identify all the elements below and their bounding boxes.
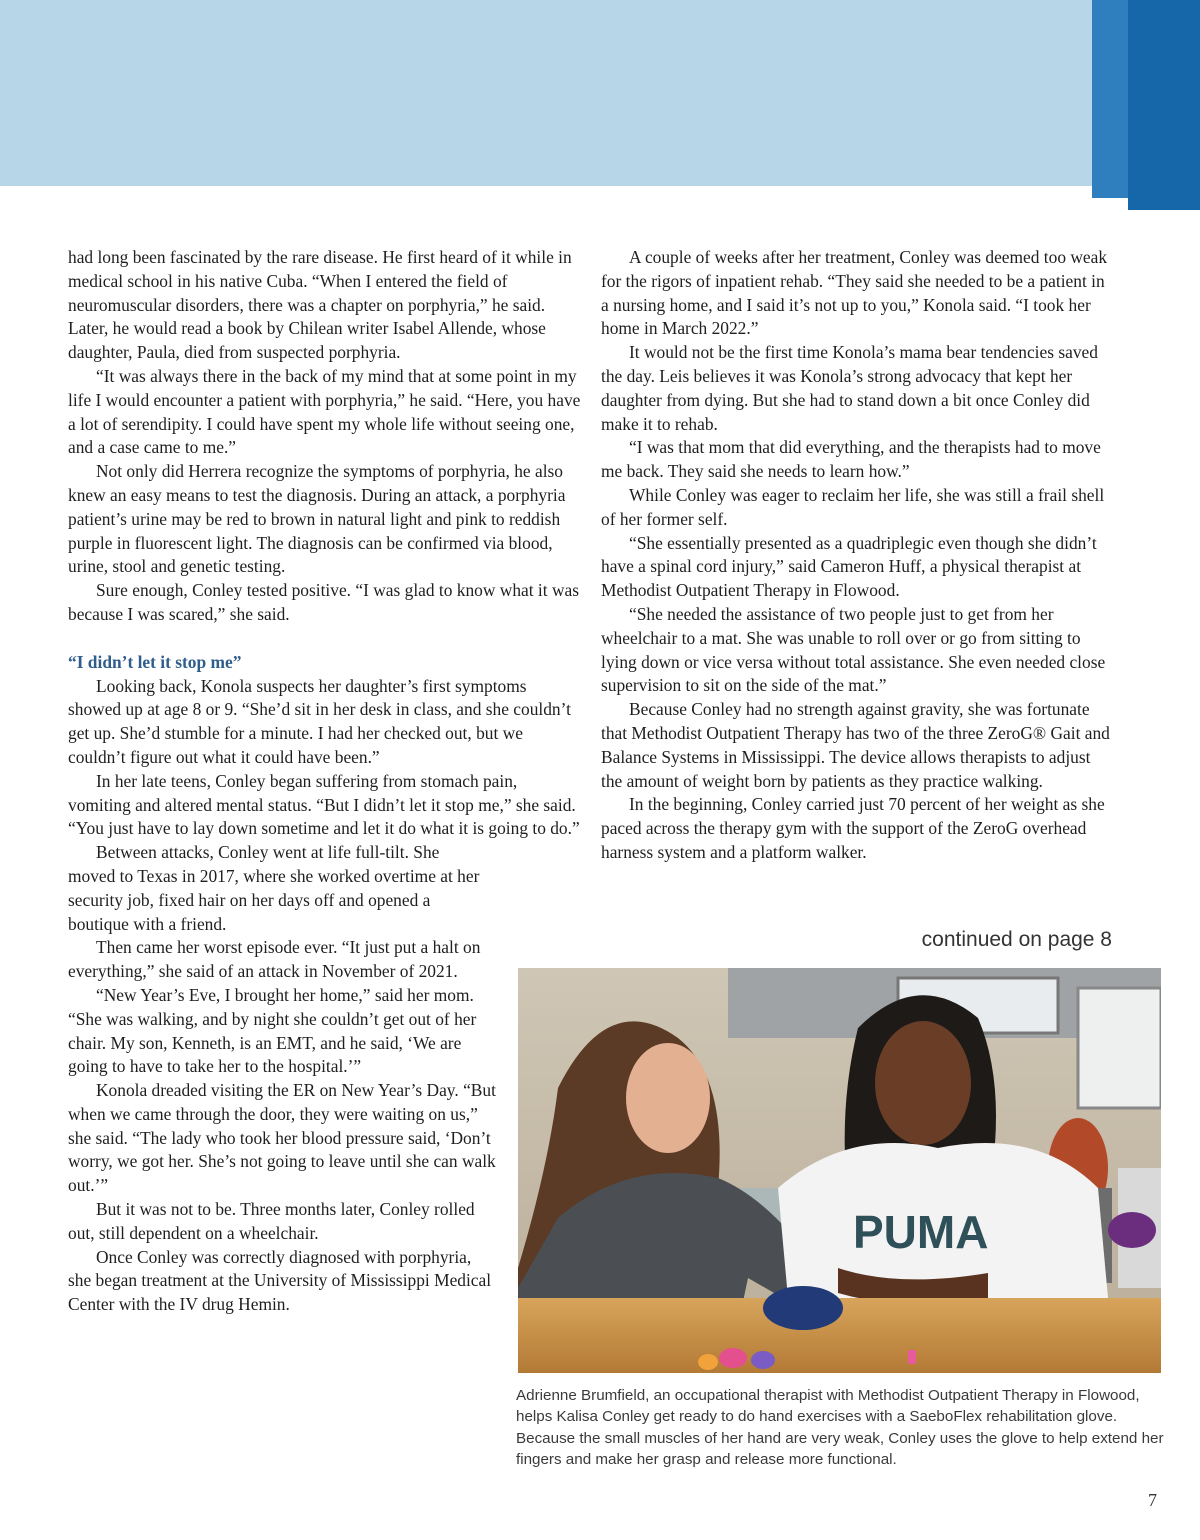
photo-caption: Adrienne Brumfield, an occupational therapist with Methodist Outpatient Therapy in Flowood, helps Kalisa Conley get ready to do hand exercises with a SaeboFlex rehabilitation glove. Because the small muscles of her hand are very weak, Conley uses the glove to help extend her fingers and make her grasp and release more functional. xyxy=(516,1387,1164,1469)
left-column xyxy=(68,246,582,1317)
header-banner xyxy=(0,0,1200,186)
body-paragraph: Once Conley was correctly diagnosed with porphyria, she began treatment at the University of Mississippi Medical Center with the IV drug Hemin. xyxy=(68,1246,492,1315)
shirt-logo-text: PUMA xyxy=(853,1206,989,1258)
body-paragraph: “I was that mom that did everything, and the therapists had to move me back. They said she needs to learn how.” xyxy=(601,437,1101,482)
continued-note: continued on page 8 xyxy=(921,928,1112,951)
body-paragraph: Sure enough, Conley tested positive. “I was glad to know what it was because I was scared,” she said. xyxy=(68,580,579,624)
body-paragraph: “New Year’s Eve, I brought her home,” said her mom. “She was walking, and by night she couldn’t get out of her chair. My son, Kenneth, is an EMT, and he said, ‘We are going to have to take her to the hospital.’” xyxy=(68,984,477,1077)
therapy-photo-illustration xyxy=(518,968,1161,1373)
body-paragraph: In the beginning, Conley carried just 70 percent of her weight as she paced across the therapy gym with the support of the ZeroG overhead harness system and a platform walker. xyxy=(601,794,1105,862)
corner-accent-dark xyxy=(1128,0,1200,210)
body-paragraph: Konola dreaded visiting the ER on New Year’s Day. “But when we came through the door, they were waiting on us,” she said. “The lady who took her blood pressure said, ‘Don’t worry, we got her. She’s not going to leave until she can walk out.’” xyxy=(68,1080,496,1196)
body-paragraph: “She essentially presented as a quadriplegic even though she didn’t have a spinal cord injury,” said Cameron Huff, a physical therapist at Methodist Outpatient Therapy in Flowood. xyxy=(601,532,1097,601)
body-paragraph: In her late teens, Conley began suffering from stomach pain, vomiting and altered mental status. “But I didn’t let it stop me,” she said. “You just have to lay down sometime and let it do what it is going to do.” xyxy=(68,770,580,839)
body-paragraph: While Conley was eager to reclaim her life, she was still a frail shell of her former self. xyxy=(601,484,1105,529)
body-paragraph: Looking back, Konola suspects her daughter’s first symptoms showed up at age 8 or 9. “She’d sit in her desk in class, and she couldn’t get up. She’d stumble for a minute. I had her checked out, but we couldn’t figure out what it could have been.” xyxy=(68,675,571,767)
body-paragraph: Because Conley had no strength against gravity, she was fortunate that Methodist Outpatient Therapy has two of the three ZeroG® Gait and Balance Systems in Mississippi. The device allows therapists to adjust the amount of weight born by patients as they practice walking. xyxy=(601,699,1110,791)
body-paragraph: “It was always there in the back of my mind that at some point in my life I would encounter a patient with porphyria,” he said. “Here, you have a lot of serendipity. I could have spent my whole life without seeing one, and a case came to me.” xyxy=(68,365,581,458)
body-paragraph: A couple of weeks after her treatment, Conley was deemed too weak for the rigors of inpatient rehab. “They said she needed to be a patient in a nursing home, and I said it’s not up to you,” Konola said. “I took her home in March 2022.” xyxy=(601,247,1108,339)
body-paragraph: It would not be the first time Konola’s mama bear tendencies saved the day. Leis believes it was Konola’s strong advocacy that kept her daughter from dying. But she had to stand down a bit once Conley did make it to rehab. xyxy=(601,342,1098,434)
article-photo xyxy=(518,968,1161,1373)
body-paragraph: Not only did Herrera recognize the symptoms of porphyria, he also knew an easy means to test the diagnosis. During an attack, a porphyria patient’s urine may be red to brown in natural light and pink to reddish purple in fluorescent light. The diagnosis can be confirmed via blood, urine, stool and genetic testing. xyxy=(68,461,566,577)
body-paragraph: Between attacks, Conley went at life full-tilt. She moved to Texas in 2017, where she worked overtime at her security job, fixed hair on her days off and opened a boutique with a friend. xyxy=(68,842,480,934)
body-paragraph: Then came her worst episode ever. “It just put a halt on everything,” she said of an attack in November of 2021. xyxy=(68,937,481,982)
right-column xyxy=(601,246,1111,865)
body-paragraph: had long been fascinated by the rare disease. He first heard of it while in medical school in his native Cuba. “When I entered the field of neuromuscular disorders, there was a chapter on porphyria,” he said. Later, he would read a book by Chilean writer Isabel Allende, whose daughter, Paula, died from suspected porphyria. xyxy=(68,247,572,363)
body-paragraph: But it was not to be. Three months later, Conley rolled out, still dependent on a wheelchair. xyxy=(68,1199,475,1243)
body-paragraph: “She needed the assistance of two people just to get from her wheelchair to a mat. She was unable to roll over or go from sitting to lying down or vice versa without total assistance. She even needed close supervision to sit on the side of the mat.” xyxy=(601,603,1106,696)
section-subheading: “I didn’t let it stop me” xyxy=(68,651,242,672)
page-number: 7 xyxy=(1148,1490,1157,1510)
